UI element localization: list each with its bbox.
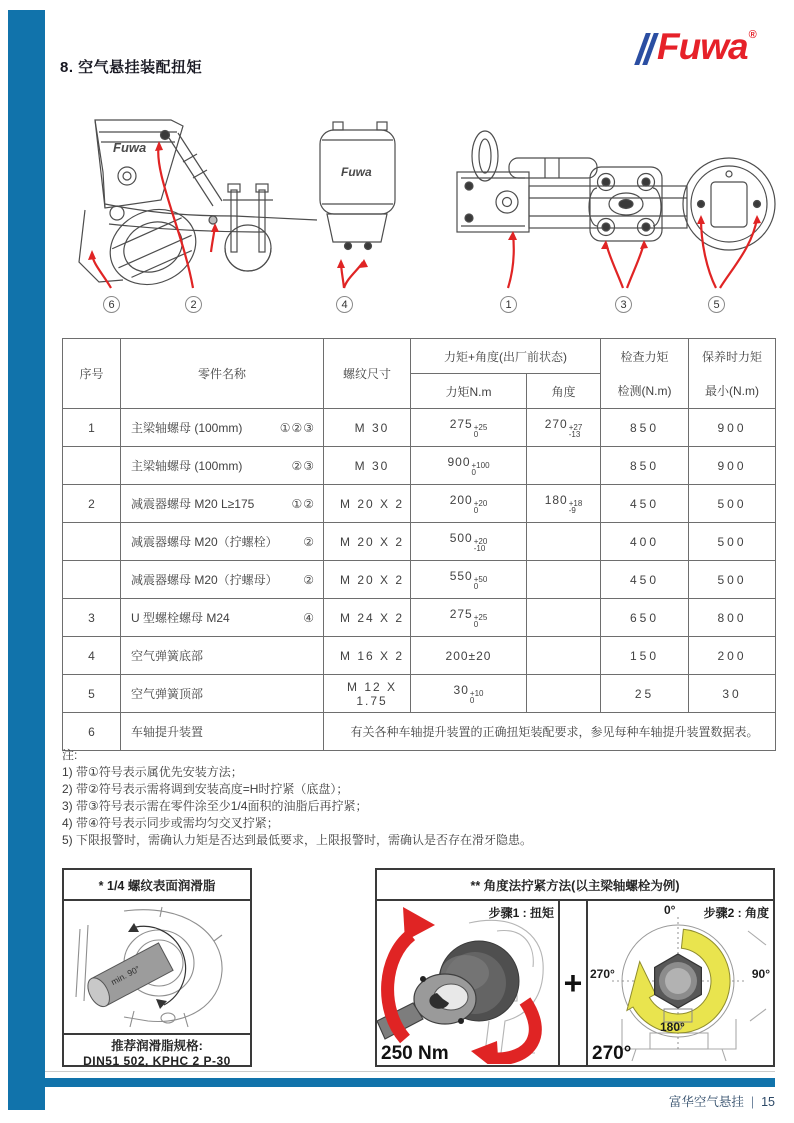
cell-part-name: 主梁轴螺母 (100mm) ②③ [121, 447, 324, 485]
spindle-grease-drawing [64, 901, 250, 1033]
col-header-torque-angle: 力矩+角度(出厂前状态) [411, 339, 601, 374]
callout-1: 1 [500, 296, 517, 313]
callout-6: 6 [103, 296, 120, 313]
cell-no: 4 [63, 637, 121, 675]
col-header-maintain-line2: 最小(N.m) [705, 384, 760, 398]
grease-spec-value: DIN51 502, KPHC 2 P-30 [83, 1054, 231, 1068]
plus-sign: + [560, 901, 588, 1066]
angle-box-title: ** 角度法拧紧方法(以主梁轴螺栓为例) [377, 870, 773, 901]
logo-text: Fuwa [657, 26, 748, 67]
cell-angle [527, 447, 601, 485]
footer-accent-bar [45, 1078, 775, 1087]
install-marks: ①②③ [279, 420, 315, 435]
cell-no: 5 [63, 675, 121, 713]
cell-maintain-torque: 200 [689, 637, 776, 675]
cell-part-name: 减震器螺母 M20（拧螺栓） ② [121, 523, 324, 561]
cell-thread-size: M 12 X 1.75 [324, 675, 411, 713]
cell-torque: 275 +25 0 [411, 599, 527, 637]
cell-no [63, 447, 121, 485]
callout-4: 4 [336, 296, 353, 313]
brand-label: Fuwa [113, 140, 147, 155]
cell-check-torque: 25 [601, 675, 689, 713]
dial-270-label: 270° [590, 967, 615, 981]
step1-label: 步骤1 : 扭矩 [488, 906, 554, 920]
cell-part-name: 车轴提升装置 [121, 713, 324, 751]
install-marks: ②③ [291, 458, 315, 473]
cell-torque: 30 +10 0 [411, 675, 527, 713]
cell-no [63, 561, 121, 599]
cell-check-torque: 450 [601, 485, 689, 523]
notes-section [62, 747, 532, 849]
cell-check-torque: 850 [601, 409, 689, 447]
cell-angle: 270 +27 -13 [527, 409, 601, 447]
step2-label: 步骤2 : 角度 [703, 906, 769, 920]
step2-angle-value: 270° [592, 1043, 632, 1064]
grease-illustration [64, 901, 250, 1033]
col-header-angle: 角度 [527, 374, 601, 409]
grease-spec [64, 1033, 250, 1069]
suspension-side-view-diagram [65, 112, 400, 297]
cell-angle: 180 +18 -9 [527, 485, 601, 523]
cell-maintain-torque: 500 [689, 561, 776, 599]
cell-torque: 275 +25 0 [411, 409, 527, 447]
cell-torque: 550 +50 0 [411, 561, 527, 599]
cell-thread-size: M 20 X 2 [324, 523, 411, 561]
cell-part-name: 减震器螺母 M20 L≥175 ①② [121, 485, 324, 523]
cell-maintain-torque: 800 [689, 599, 776, 637]
page-footer [669, 1092, 775, 1110]
col-header-maintain-line1: 保养时力矩 [702, 350, 763, 364]
angle-method-box [375, 868, 775, 1067]
cell-torque: 900 +100 0 [411, 447, 527, 485]
table-row [63, 675, 776, 713]
col-header-thread: 螺纹尺寸 [324, 339, 411, 409]
footer-brand: 富华空气悬挂 [668, 1095, 744, 1109]
note-item: 5) 下限报警时，需确认力矩是否达到最低要求，上限报警时，需确认是否存在滑牙隐患。 [62, 833, 533, 847]
footer-page-number: 15 [761, 1095, 775, 1109]
page-title: 8. 空气悬挂装配扭矩 [60, 59, 203, 76]
arrowheads [508, 215, 761, 249]
cell-no: 2 [63, 485, 121, 523]
table-row [63, 561, 776, 599]
table-row [63, 523, 776, 561]
col-header-part: 零件名称 [121, 339, 324, 409]
dial-180-label: 180° [660, 1020, 685, 1034]
torque-table [62, 338, 776, 751]
table-row [63, 637, 776, 675]
cell-no: 6 [63, 713, 121, 751]
footer-divider [45, 1071, 775, 1072]
callout-2: 2 [185, 296, 202, 313]
callout-3: 3 [615, 296, 632, 313]
cell-maintain-torque: 900 [689, 409, 776, 447]
step1-panel [377, 901, 560, 1066]
col-header-no: 序号 [63, 339, 121, 409]
cell-check-torque: 650 [601, 599, 689, 637]
callout-5: 5 [708, 296, 725, 313]
cell-thread-size: M 16 X 2 [324, 637, 411, 675]
cell-no: 1 [63, 409, 121, 447]
dial-90-label: 90° [751, 967, 770, 981]
cell-angle [527, 637, 601, 675]
cell-maintain-torque: 500 [689, 523, 776, 561]
suspension-top-view-diagram [447, 112, 777, 297]
col-header-maintain [689, 339, 776, 409]
cell-check-torque: 400 [601, 523, 689, 561]
cell-torque: 200±20 [411, 637, 527, 675]
cell-part-name: 空气弹簧顶部 [121, 675, 324, 713]
table-row [63, 713, 776, 751]
cell-no: 3 [63, 599, 121, 637]
table-row [63, 599, 776, 637]
notes-title: 注: [62, 748, 78, 762]
col-header-check-line1: 检查力矩 [620, 350, 669, 364]
torque-wrench-drawing [377, 901, 558, 1064]
grease-info-box [62, 868, 252, 1067]
install-marks: ② [303, 534, 315, 549]
cell-check-torque: 150 [601, 637, 689, 675]
dial-0-label: 0° [664, 903, 676, 917]
cell-span-note: 有关各种车轴提升装置的正确扭矩装配要求，参见每种车轴提升装置数据表。 [324, 713, 776, 751]
cell-part-name: 空气弹簧底部 [121, 637, 324, 675]
note-item: 1) 带①符号表示属优先安装方法； [62, 765, 243, 779]
cell-part-name: 主梁轴螺母 (100mm) ①②③ [121, 409, 324, 447]
cell-thread-size: M 20 X 2 [324, 561, 411, 599]
cell-thread-size: M 24 X 2 [324, 599, 411, 637]
brand-label: Fuwa [341, 165, 372, 179]
col-header-torque: 力矩N.m [411, 374, 527, 409]
install-marks: ④ [303, 610, 315, 625]
cell-check-torque: 850 [601, 447, 689, 485]
note-item: 4) 带④符号表示同步或需均匀交叉拧紧； [62, 816, 279, 830]
cell-angle [527, 675, 601, 713]
cell-torque: 500 +20 -10 [411, 523, 527, 561]
left-accent-bar [8, 10, 45, 1110]
registered-mark: ® [748, 29, 757, 41]
cell-maintain-torque: 500 [689, 485, 776, 523]
cell-thread-size: M 30 [324, 409, 411, 447]
install-marks: ② [303, 572, 315, 587]
cell-angle [527, 523, 601, 561]
col-header-check [601, 339, 689, 409]
grease-box-title: * 1/4 螺纹表面润滑脂 [64, 870, 250, 901]
cell-maintain-torque: 30 [689, 675, 776, 713]
cell-angle [527, 561, 601, 599]
note-item: 3) 带③符号表示需在零件涂至少1/4面积的油脂后再拧紧； [62, 799, 368, 813]
table-row [63, 447, 776, 485]
cell-angle [527, 599, 601, 637]
angle-dial-drawing [588, 901, 769, 1064]
cell-part-name: U 型螺栓螺母 M24 ④ [121, 599, 324, 637]
cell-thread-size: M 30 [324, 447, 411, 485]
step2-panel [588, 901, 773, 1066]
col-header-check-line2: 检测(N.m) [617, 384, 672, 398]
torque-table-body [63, 409, 776, 751]
min-angle-label: min. 90° [109, 963, 142, 987]
step1-torque-value: 250 Nm [381, 1043, 449, 1064]
cell-maintain-torque: 900 [689, 447, 776, 485]
note-item: 2) 带②符号表示需将调到安装高度=H时拧紧（底盘）； [62, 782, 349, 796]
install-marks: ①② [291, 496, 315, 511]
cell-thread-size: M 20 X 2 [324, 485, 411, 523]
table-row [63, 485, 776, 523]
cell-no [63, 523, 121, 561]
table-row [63, 409, 776, 447]
fuwa-logo [640, 27, 757, 67]
notes-list [62, 764, 532, 849]
grease-spec-title: 推荐润滑脂规格: [111, 1039, 203, 1053]
cell-torque: 200 +20 0 [411, 485, 527, 523]
cell-part-name: 减震器螺母 M20（拧螺母） ② [121, 561, 324, 599]
cell-check-torque: 450 [601, 561, 689, 599]
footer-separator: | [750, 1095, 755, 1109]
